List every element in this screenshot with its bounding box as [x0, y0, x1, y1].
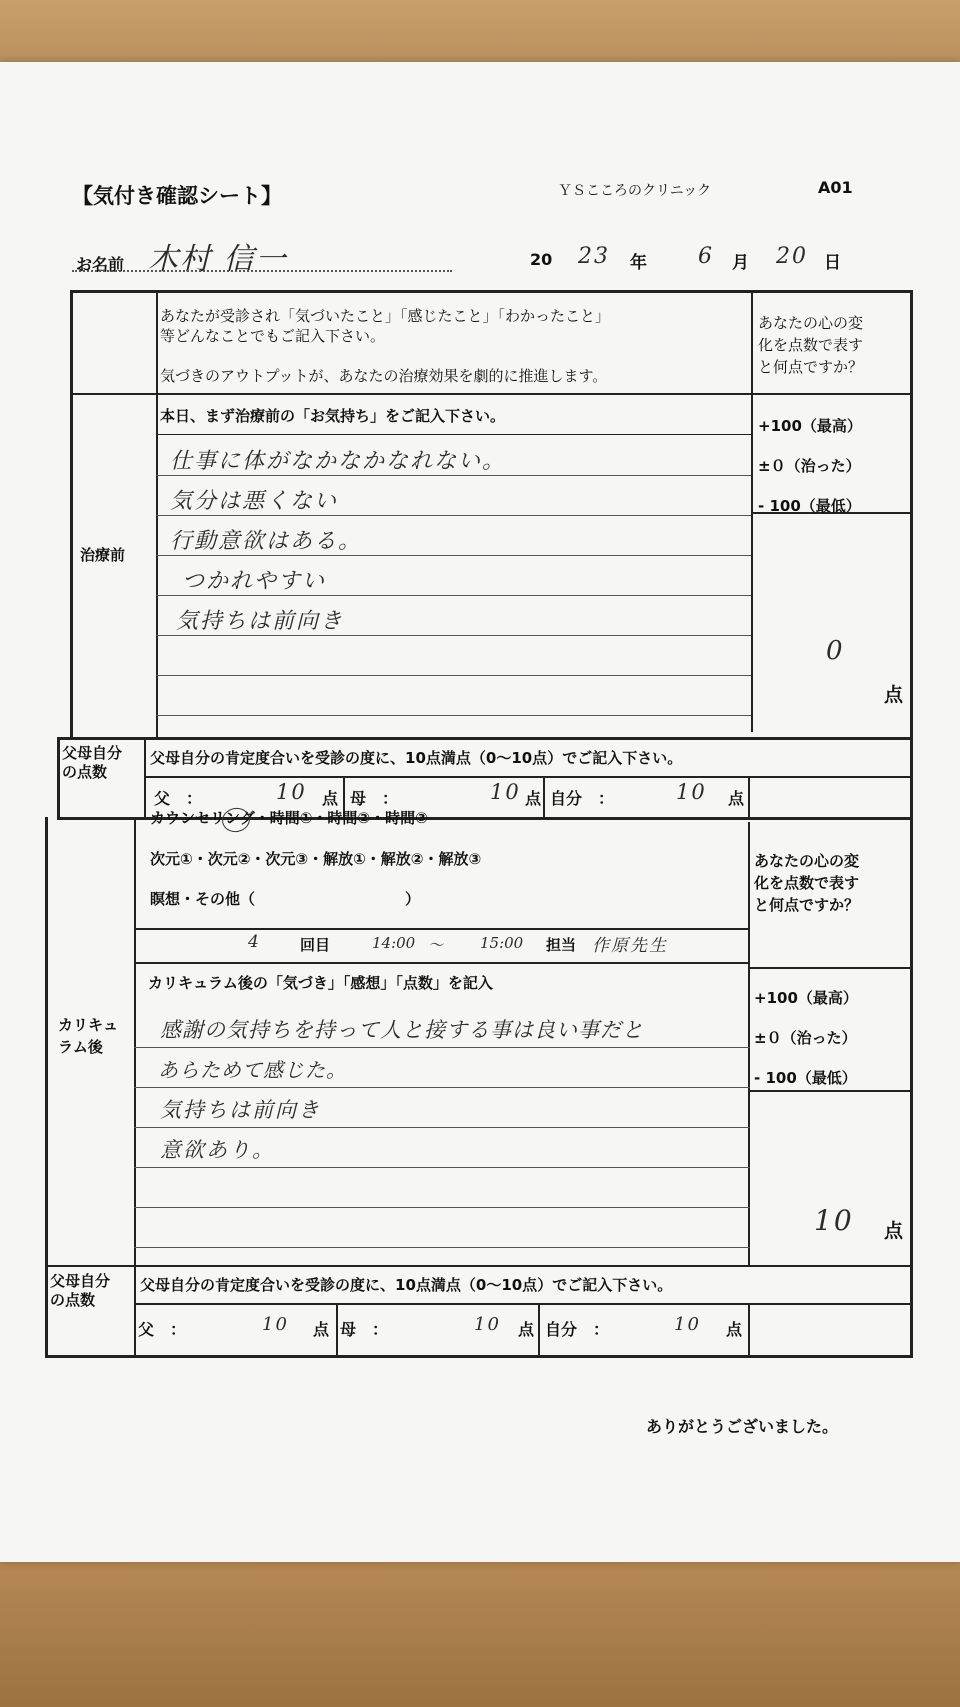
desk-surface-top — [0, 0, 960, 70]
after-father-value: 10 — [262, 1314, 289, 1335]
after-parent-label: 父母自分 の点数 — [50, 1272, 111, 1309]
after-line-1: 感謝の気持ちを持って人と接する事は良い事だと — [160, 1018, 644, 1042]
intro-text-1: あなたが受診され「気づいたこと」「感じたこと」「わかったこと」 — [160, 307, 611, 325]
intro-text-3: 気づきのアウトプットが、あなたの治療効果を劇的に推進します。 — [160, 367, 608, 385]
before-father-value: 10 — [276, 780, 307, 804]
curriculum-options-3: 瞑想・その他（ ） — [150, 890, 421, 908]
before-mother-unit: 点 — [525, 789, 542, 808]
before-score-value: 0 — [826, 636, 845, 666]
curriculum-options-1: カウンセリング・時間①・時間②・時間③ — [150, 809, 428, 827]
before-parent-label: 父母自分 の点数 — [62, 744, 123, 781]
day-value: 20 — [776, 244, 808, 269]
sheet-code: A01 — [818, 178, 853, 197]
curriculum-prompt: カリキュラム後の「気づき」「感想」「点数」を記入 — [148, 974, 493, 992]
confirmation-sheet — [0, 62, 960, 1562]
after-line-4: 意欲あり。 — [160, 1138, 275, 1162]
section-label-before: 治療前 — [80, 546, 126, 564]
thanks-text: ありがとうございました。 — [646, 1417, 839, 1436]
after-mother-unit: 点 — [518, 1320, 535, 1339]
session-time-sep: 〜 — [428, 936, 446, 954]
before-line-3: 行動意欲はある。 — [170, 529, 363, 554]
after-self-value: 10 — [674, 1314, 701, 1335]
staff-label: 担当 — [546, 936, 577, 954]
before-parent-prompt: 父母自分の肯定度合いを受診の度に、10点満点（0〜10点）でご記入下さい。 — [150, 749, 683, 767]
before-father-unit: 点 — [322, 789, 339, 808]
month-unit: 月 — [732, 253, 749, 273]
after-parent-prompt: 父母自分の肯定度合いを受診の度に、10点満点（0〜10点）でご記入下さい。 — [140, 1276, 673, 1294]
curriculum-score-header: あなたの心の変 化を点数で表す と何点ですか？ — [754, 852, 860, 914]
before-self-value: 10 — [676, 780, 707, 804]
before-mother-value: 10 — [490, 780, 521, 804]
after-father-unit: 点 — [313, 1320, 330, 1339]
after-score-unit: 点 — [884, 1220, 904, 1242]
after-self-unit: 点 — [726, 1320, 743, 1339]
after-mother-label: 母 ： — [340, 1320, 389, 1339]
patient-name: 木村 信一 — [148, 242, 288, 277]
after-scale: +100（最高） ±０（治った） - 100（最低） — [754, 989, 858, 1087]
name-underline — [72, 270, 452, 272]
year-prefix: 20 — [530, 250, 553, 269]
curriculum-options-2: 次元①・次元②・次元③・解放①・解放②・解放③ — [150, 850, 482, 868]
before-self-label: 自分 ： — [550, 789, 615, 808]
before-father-label: 父 ： — [154, 789, 203, 808]
session-number: 4 — [248, 932, 261, 952]
before-line-2: 気分は悪くない — [170, 489, 339, 514]
section-label-curriculum: カリキュ ラム後 — [58, 1016, 119, 1056]
before-mother-label: 母 ： — [350, 789, 399, 808]
session-time-start: 14:00 — [372, 934, 416, 952]
after-father-label: 父 ： — [138, 1320, 187, 1339]
clinic-name: ＹＳこころのクリニック — [558, 183, 712, 199]
after-score-value: 10 — [814, 1204, 854, 1237]
day-unit: 日 — [824, 253, 841, 273]
month-value: 6 — [698, 244, 714, 269]
before-score-unit: 点 — [884, 684, 904, 706]
sheet-title: 【気付き確認シート】 — [72, 184, 282, 208]
after-mother-value: 10 — [474, 1314, 501, 1335]
before-scale: +100（最高） ±０（治った） - 100（最低） — [758, 417, 862, 515]
after-self-label: 自分 ： — [545, 1320, 610, 1339]
session-unit: 回目 — [300, 936, 331, 954]
staff-name: 作原先生 — [592, 936, 668, 956]
desk-surface-bottom — [0, 1555, 960, 1707]
after-line-3: 気持ちは前向き — [160, 1098, 321, 1122]
before-prompt: 本日、まず治療前の「お気持ち」をご記入下さい。 — [160, 407, 506, 425]
name-label: お名前 — [76, 255, 125, 274]
before-self-unit: 点 — [728, 789, 745, 808]
intro-text-2: 等どんなことでもご記入下さい。 — [160, 327, 386, 345]
year-unit: 年 — [630, 253, 647, 273]
year-value: 23 — [578, 244, 610, 269]
after-line-2: あらためて感じた。 — [158, 1058, 347, 1082]
before-line-4: つかれやすい — [182, 569, 327, 594]
before-line-1: 仕事に体がなかなかなれない。 — [170, 449, 507, 474]
session-time-end: 15:00 — [480, 934, 524, 952]
intro-score-header: あなたの心の変 化を点数で表す と何点ですか？ — [758, 314, 864, 376]
before-line-5: 気持ちは前向き — [176, 609, 345, 634]
